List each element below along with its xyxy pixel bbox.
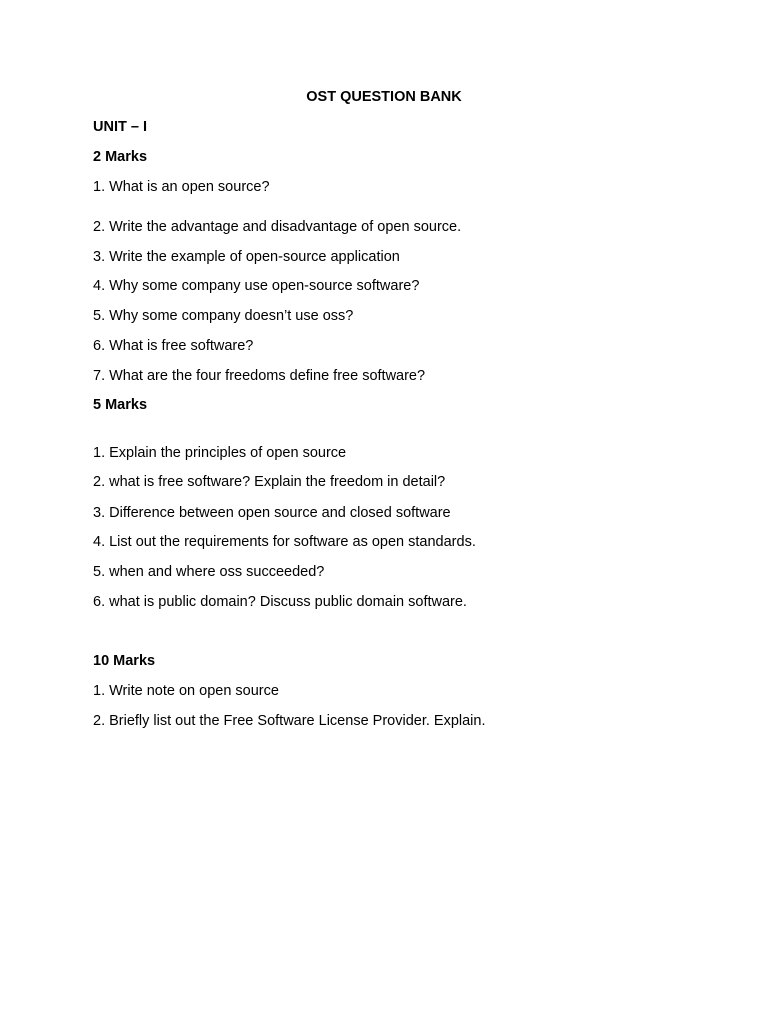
question-item: 6. what is public domain? Discuss public domain software. bbox=[93, 594, 467, 610]
question-item: 5. Why some company doesn’t use oss? bbox=[93, 308, 354, 324]
section-heading-2-marks: 2 Marks bbox=[93, 149, 148, 165]
question-item: 1. Write note on open source bbox=[93, 683, 279, 699]
question-item: 4. Why some company use open-source software? bbox=[93, 278, 420, 294]
question-item: 7. What are the four freedoms define free software? bbox=[93, 368, 426, 384]
document-title: OST QUESTION BANK bbox=[306, 89, 462, 105]
section-heading-10-marks: 10 Marks bbox=[93, 653, 156, 669]
question-item: 3. Difference between open source and closed software bbox=[93, 505, 451, 521]
unit-heading: UNIT – I bbox=[93, 119, 147, 135]
question-item: 5. when and where oss succeeded? bbox=[93, 564, 325, 580]
section-heading-5-marks: 5 Marks bbox=[93, 397, 148, 413]
question-item: 1. What is an open source? bbox=[93, 179, 270, 195]
question-item: 3. Write the example of open-source application bbox=[93, 249, 400, 265]
question-item: 2. Write the advantage and disadvantage of open source. bbox=[93, 219, 462, 235]
question-item: 2. Briefly list out the Free Software License Provider. Explain. bbox=[93, 713, 486, 729]
question-item: 4. List out the requirements for software as open standards. bbox=[93, 534, 476, 550]
question-item: 1. Explain the principles of open source bbox=[93, 445, 347, 461]
question-item: 2. what is free software? Explain the freedom in detail? bbox=[93, 474, 446, 490]
question-item: 6. What is free software? bbox=[93, 338, 254, 354]
